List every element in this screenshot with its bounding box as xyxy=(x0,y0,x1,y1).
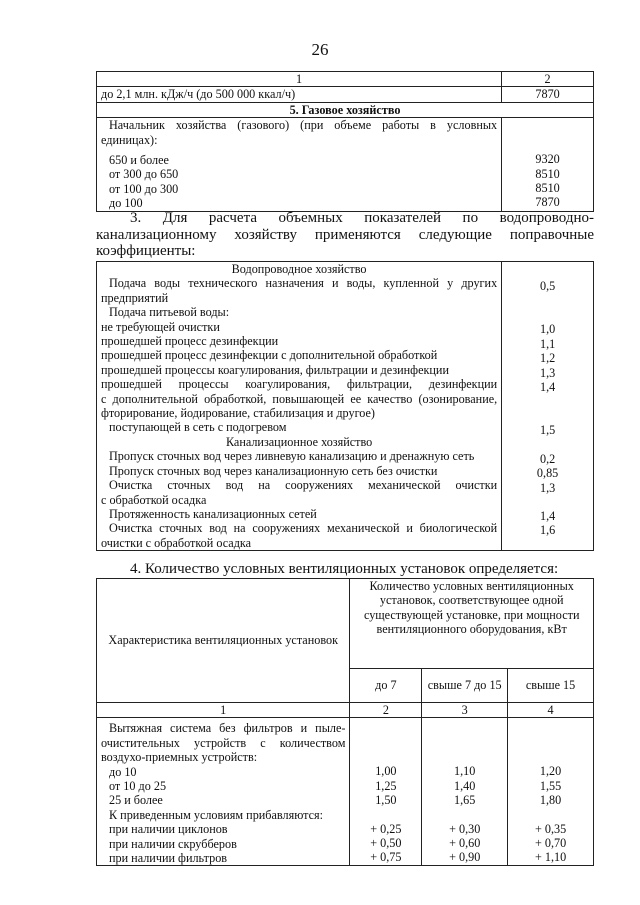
vent-value: 1,00 xyxy=(375,764,397,779)
coef-value: 1,5 xyxy=(539,423,556,438)
gas-salary-table xyxy=(96,71,594,212)
coef-value: 1,2 xyxy=(539,351,556,366)
coef-value: 1,6 xyxy=(539,523,556,538)
coef-line: Очистка сточных вод на сооружениях механической и биологической xyxy=(109,521,498,536)
row-label: 650 и более xyxy=(109,153,169,168)
row-value: 7870 xyxy=(535,195,560,210)
coef-value: 0,85 xyxy=(536,466,559,481)
coef-value: 1,4 xyxy=(539,509,556,524)
head-right-line: существующей установке, при мощности xyxy=(363,607,580,622)
coef-line: Пропуск сточных вод через канализационную сеть без очистки xyxy=(109,463,438,478)
row-value: 9320 xyxy=(535,152,560,167)
paragraph-line: коэффициенты: xyxy=(96,243,196,259)
col-header-1: 1 xyxy=(97,72,502,87)
vent-line: до 10 xyxy=(109,764,137,779)
coef-line: фторирование, йодирование, стабилизация и другое) xyxy=(101,406,375,421)
sub-head: до 7 xyxy=(350,669,422,703)
coefficients-value-cell xyxy=(502,262,594,551)
coef-line: поступающей в сеть с подогревом xyxy=(109,420,287,435)
row-label: от 300 до 650 xyxy=(109,167,179,182)
vent-values-col xyxy=(508,718,594,866)
col-num: 4 xyxy=(508,703,594,718)
vent-line: при наличии циклонов xyxy=(109,822,228,837)
row-label: от 100 до 300 xyxy=(109,181,179,196)
coef-value: 1,4 xyxy=(539,380,556,395)
coef-line: прошедшей процесс дезинфекции xyxy=(101,334,279,349)
coef-value: 0,2 xyxy=(539,451,556,466)
row-label: до 2,1 млн. кДж/ч (до 500 000 ккал/ч) xyxy=(97,87,502,102)
coef-line: Подача питьевой воды: xyxy=(109,305,230,320)
gas-values-cell xyxy=(502,118,594,211)
coefficients-table xyxy=(96,261,594,551)
head-right-line: установок, соответствующее одной xyxy=(379,593,564,608)
coef-line: Протяженность канализационных сетей xyxy=(109,506,317,521)
coef-line: с дополнительной обработкой, повышающей ее качество (озонирование, xyxy=(101,391,498,406)
sewer-title: Канализационное хозяйство xyxy=(225,434,373,449)
vent-value: 1,50 xyxy=(375,793,397,808)
coef-value: 1,0 xyxy=(539,322,556,337)
coefficients-text-cell xyxy=(97,262,502,551)
vent-value: 1,25 xyxy=(375,778,397,793)
ventilation-table xyxy=(96,578,594,866)
coef-line: очистки с обработкой осадка xyxy=(101,535,252,550)
vent-value: 1,55 xyxy=(539,778,562,793)
row-value: 8510 xyxy=(535,166,560,181)
vent-line: от 10 до 25 xyxy=(109,779,167,794)
head-right-line: Количество условных вентиляционных xyxy=(369,579,574,593)
vent-values-col xyxy=(422,718,508,866)
coef-line: предприятий xyxy=(101,290,169,305)
coef-line: Пропуск сточных вод через ливневую канализацию и дренажную сеть xyxy=(109,449,475,464)
vent-value: + 0,60 xyxy=(449,836,481,851)
sub-head: свыше 15 xyxy=(508,669,594,703)
vent-line: очистительных устройств с количеством xyxy=(101,735,346,750)
paragraph-4: 4. Количество условных вентиляционных установок определяется: xyxy=(130,561,559,577)
coef-value: 1,1 xyxy=(539,336,556,351)
intro-line: Начальник хозяйства (газового) (при объеме работы в условных xyxy=(109,118,498,133)
vent-value: + 0,25 xyxy=(370,821,402,836)
page-number: 26 xyxy=(311,40,329,59)
col-header-2: 2 xyxy=(502,72,594,87)
coef-line: не требующей очистки xyxy=(101,319,220,334)
vent-value: + 0,30 xyxy=(449,821,481,836)
coef-line: прошедшей процессы коагулирования, фильтрации и дезинфекции xyxy=(101,362,449,377)
vent-value: + 0,90 xyxy=(449,850,481,865)
vent-line: К приведенным условиям прибавляются: xyxy=(109,807,324,822)
head-right-line: вентиляционного оборудования, кВт xyxy=(376,622,567,637)
water-title: Водопроводное хозяйство xyxy=(231,262,367,276)
vent-value: 1,10 xyxy=(454,764,476,779)
vent-value: 1,20 xyxy=(539,764,562,779)
vent-line: при наличии скрубберов xyxy=(109,836,237,851)
paragraph-3 xyxy=(96,210,594,260)
vent-values-col xyxy=(350,718,422,866)
vent-value: + 0,50 xyxy=(370,836,402,851)
vent-text-cell xyxy=(97,718,350,866)
gas-rows-cell xyxy=(97,118,502,211)
vent-value: + 0,35 xyxy=(534,821,567,836)
col-num: 3 xyxy=(422,703,508,718)
coef-line: прошедшей процессы коагулирования, фильтрации, дезинфекции xyxy=(101,377,498,392)
sub-head: свыше 7 до 15 xyxy=(422,669,508,703)
vent-line: Вытяжная система без фильтров и пыле- xyxy=(109,721,346,736)
paragraph-line: 3. Для расчета объемных показателей по водопроводно- xyxy=(130,210,594,226)
vent-value: 1,80 xyxy=(539,793,562,808)
coef-value: 0,5 xyxy=(539,279,556,293)
coef-line: Подача воды технического назначения и воды, купленной у других xyxy=(109,276,498,291)
head-right xyxy=(350,579,594,669)
row-value: 7870 xyxy=(502,87,594,102)
intro-line: единицах): xyxy=(101,132,158,147)
row-label: до 100 xyxy=(109,196,143,211)
vent-line: при наличии фильтров xyxy=(109,851,228,866)
coef-value: 1,3 xyxy=(539,480,556,495)
col-num: 1 xyxy=(97,703,350,718)
row-value: 8510 xyxy=(535,181,560,196)
vent-value: + 1,10 xyxy=(534,850,567,865)
vent-line: 25 и более xyxy=(109,793,163,808)
col-num: 2 xyxy=(350,703,422,718)
vent-value: + 0,75 xyxy=(370,850,402,865)
coef-line: Очистка сточных вод на сооружениях механической очистки xyxy=(109,478,498,493)
coef-line: прошедшей процесс дезинфекции с дополнительной обработкой xyxy=(101,348,438,363)
section-title: 5. Газовое хозяйство xyxy=(97,102,594,117)
coef-value: 1,3 xyxy=(539,365,556,380)
vent-line: воздухо-приемных устройств: xyxy=(101,750,258,765)
paragraph-line: канализационному хозяйству применяются следующие поправочные xyxy=(96,226,594,243)
vent-value: 1,40 xyxy=(454,778,476,793)
vent-value: 1,65 xyxy=(454,793,476,808)
head-left: Характеристика вентиляционных установок xyxy=(97,579,350,703)
coef-line: с обработкой осадка xyxy=(101,492,207,507)
vent-value: + 0,70 xyxy=(534,836,567,851)
